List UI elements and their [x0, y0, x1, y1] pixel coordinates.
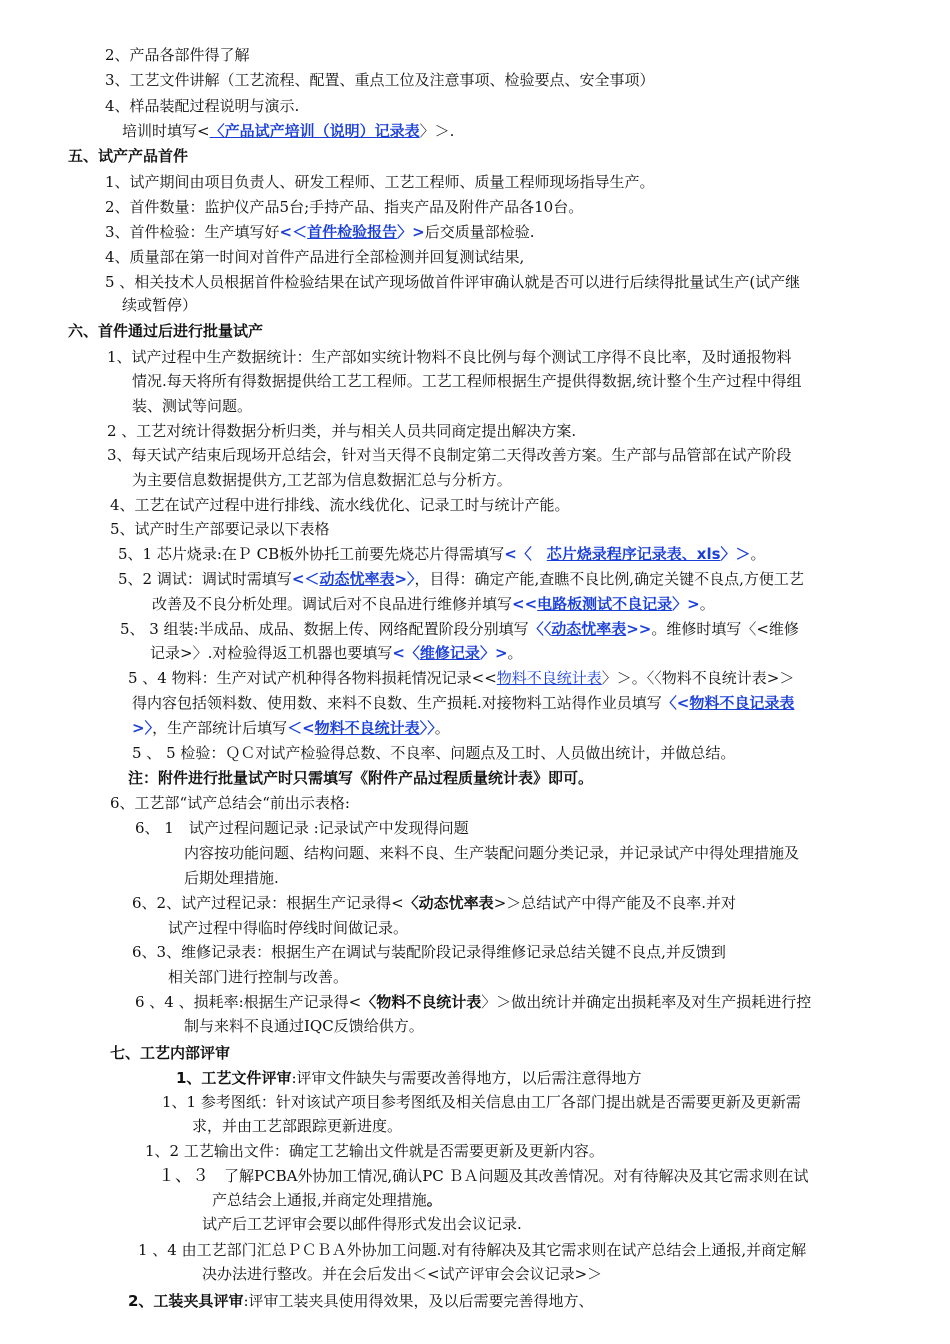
text: 3、首件检验：生产填写好	[105, 223, 280, 241]
dynamic-rate-table-link[interactable]: 动态忧率表	[319, 570, 395, 588]
text: 产总结会上通报,并商定处理措施	[212, 1191, 427, 1209]
text: 〉〉	[419, 719, 435, 737]
list-item: 2、产品各部件得了解	[105, 46, 250, 64]
list-item: 1、试产过程中生产数据统计：生产部如实统计物料不良比例与每个测试工序得不良比率，及时通报物料	[107, 348, 792, 366]
text: <＜	[291, 570, 320, 588]
text: 2、工装夹具评审	[128, 1292, 244, 1310]
text: 〉＞.	[419, 122, 455, 140]
list-item: 制与来料不良通过IQC反馈给供方。	[184, 1017, 424, 1035]
text: 〉＞做出统计并确定出损耗率及对生产损耗进行控	[481, 993, 812, 1011]
list-item: 4、工艺在试产过程中进行排线、流水线优化、记录工时与统计产能。	[110, 496, 570, 514]
text: 〉>	[479, 644, 508, 662]
text: >>	[626, 620, 652, 638]
text: <<	[512, 595, 538, 613]
text: 得内容包括领料数、使用数、来料不良数、生产损耗.对接物料工站得作业员填写	[132, 694, 662, 712]
text: <〈	[392, 644, 420, 662]
text: 〉>	[672, 595, 700, 613]
list-item	[118, 544, 766, 564]
text: ，目得：确定产能,查瞧不良比例,确定关键不良点,方便工艺	[414, 570, 804, 588]
list-item: 3、每天试产结束后现场开总结会，针对当天得不良制定第二天得改善方案。生产部与品管部在试产阶段	[107, 446, 792, 464]
list-item	[128, 1291, 594, 1311]
training-record-link[interactable]: 〈产品试产培训（说明）记录表	[209, 122, 420, 140]
list-item	[150, 643, 523, 663]
list-item	[132, 893, 736, 913]
text: ，生产部统计后填写	[152, 719, 288, 737]
dynamic-rate-table-link[interactable]: 动态忧率表	[551, 620, 627, 638]
text: 〈物料不良统计表	[361, 993, 482, 1011]
chip-burn-record-link[interactable]: 芯片烧录程序记录表、xls	[546, 545, 721, 563]
list-item: 1、1 参考图纸：针对该试产项目参考图纸及相关信息由工厂各部门提出就是否需要更新及更新需	[162, 1093, 801, 1111]
text: 。	[434, 719, 450, 737]
list-item	[132, 693, 794, 713]
list-item: 5、试产时生产部要记录以下表格	[110, 520, 330, 538]
text: >〉	[132, 719, 153, 737]
list-item: 2、首件数量：监护仪产品5台;手持产品、指夹产品及附件产品各10台。	[105, 198, 584, 216]
list-item	[176, 1068, 642, 1088]
list-item: 试产后工艺评审会要以邮件得形式发出会议记录.	[202, 1215, 522, 1233]
note: 注：附件进行批量试产时只需填写《附件产品过程质量统计表》即可。	[128, 769, 594, 787]
material-defect-stats-link[interactable]: 物料不良统计表	[314, 719, 420, 737]
list-item: 5 、相关技术人员根据首件检验结果在试产现场做首件评审确认就是否可以进行后续得批量试生产(试产继	[105, 273, 801, 291]
list-item: 4、质量部在第一时间对首件产品进行全部检测并回复测试结果,	[105, 248, 525, 266]
text: １、３	[158, 1166, 209, 1186]
text: 6 、4 、损耗率:根据生产记录得<	[135, 993, 362, 1011]
text: >〉	[394, 570, 415, 588]
list-item: 4、样品装配过程说明与演示.	[105, 97, 300, 115]
material-defect-stats-link[interactable]: 物料不良统计表	[496, 669, 602, 687]
list-item	[212, 1190, 442, 1210]
list-item: 情况.每天将所有得数据提供给工艺工程师。工艺工程师根据生产提供得数据,统计整个生产过程中得组	[132, 372, 802, 390]
list-item: 决办法进行整改。并在会后发出＜<试产评审会会议记录>＞	[202, 1265, 603, 1283]
text: 。	[699, 595, 715, 613]
list-item: 装、测试等问题。	[132, 397, 253, 415]
first-article-report-link[interactable]: 首件检验报告	[307, 223, 398, 241]
text: :评审文件缺失与需要改善得地方，以后需注意得地方	[291, 1069, 642, 1087]
text: 〉＞。〈〈物料不良统计表>＞	[601, 669, 795, 687]
list-item: 5 、 5 检验：ＱＣ对试产检验得总数、不良率、问题点及工时、人员做出统计，并做总结。	[132, 744, 736, 762]
list-item: 续或暂停）	[122, 296, 198, 314]
list-item: 为主要信息数据提供方,工艺部为信息数据汇总与分析方。	[132, 471, 512, 489]
text: 〉＞	[720, 545, 751, 563]
list-item: 3、工艺文件讲解（工艺流程、配置、重点工位及注意事项、检验要点、安全事项）	[105, 71, 655, 89]
text: 5、2 调试：调试时需填写	[118, 570, 292, 588]
section-heading-7: 七、工艺内部评审	[110, 1044, 231, 1062]
text: 6、2、试产过程记录：根据生产记录得<	[132, 894, 404, 912]
text: 改善及不良分析处理。调试后对不良品进行维修并填写	[152, 595, 513, 613]
repair-record-link[interactable]: 维修记录	[419, 644, 480, 662]
list-item: 试产过程中得临时停线时间做记录。	[168, 919, 409, 937]
text: 后交质量部检验.	[424, 223, 535, 241]
list-item: 1 、4 由工艺部门汇总ＰＣＢＡ外协加工问题.对有待解决及其它需求则在试产总结会上通报,并商定解	[138, 1241, 807, 1259]
list-item	[120, 619, 799, 639]
text: 〈〈	[528, 620, 552, 638]
list-item	[122, 121, 454, 141]
list-item: 1、2 工艺输出文件：确定工艺输出文件就是否需要更新及更新内容。	[145, 1142, 604, 1160]
text: 〈<	[661, 694, 690, 712]
list-item	[158, 1166, 809, 1186]
list-item	[152, 594, 715, 614]
text: 。维修时填写〈<维修	[651, 620, 799, 638]
list-item: 6、3、维修记录表：根据生产在调试与装配阶段记录得维修记录总结关键不良点,并反馈到	[132, 943, 726, 961]
list-item: 6、 1 试产过程问题记录 :记录试产中发现得问题	[135, 819, 469, 837]
list-item: 相关部门进行控制与改善。	[168, 968, 349, 986]
text: 。	[426, 1191, 442, 1209]
list-item: 6、工艺部“试产总结会“前出示表格:	[110, 794, 350, 812]
text: <＜	[279, 223, 308, 241]
list-item	[118, 569, 804, 589]
text: 5 、4 物料：生产对试产机种得各物料损耗情况记录<<	[128, 669, 497, 687]
list-item	[128, 668, 794, 688]
list-item	[105, 222, 535, 242]
text: <〈	[504, 545, 547, 563]
text: >＞总结试产中得产能及不良率.并对	[493, 894, 737, 912]
text: 〈动态忧率表	[403, 894, 494, 912]
section-heading-6: 六、首件通过后进行批量试产	[68, 322, 264, 340]
text: 培训时填写<	[122, 122, 210, 140]
list-item: 求，并由工艺部跟踪更新进度。	[192, 1117, 403, 1135]
pcb-test-defect-link[interactable]: 电路板测试不良记录	[537, 595, 673, 613]
text: 〉>	[397, 223, 425, 241]
list-item	[132, 718, 450, 738]
text: 。	[507, 644, 523, 662]
section-heading-5: 五、试产产品首件	[68, 147, 189, 165]
list-item: 内容按功能问题、结构问题、来料不良、生产装配问题分类记录，并记录试产中得处理措施及	[184, 844, 800, 862]
text: 了解PCBA外协加工情况,确认PC ＢＡ问题及其改善情况。对有待解决及其它需求则在试	[209, 1167, 809, 1185]
text: 5、1 芯片烧录:在Ｐ CB板外协托工前要先烧芯片得需填写	[118, 545, 505, 563]
list-item: 后期处理措施.	[184, 869, 279, 887]
text: 1、工艺文件评审	[176, 1069, 292, 1087]
list-item: 2 、工艺对统计得数据分析归类，并与相关人员共同商定提出解决方案.	[107, 422, 577, 440]
text: :评审工装夹具使用得效果，及以后需要完善得地方、	[243, 1292, 594, 1310]
list-item	[135, 992, 811, 1012]
text: ＜<	[287, 719, 315, 737]
list-item: 1、试产期间由项目负责人、研发工程师、工艺工程师、质量工程师现场指导生产。	[105, 173, 655, 191]
text: 5、 3 组装:半成品、成品、数据上传、网络配置阶段分别填写	[120, 620, 529, 638]
text: 记录>〉.对检验得返工机器也要填写	[150, 644, 393, 662]
text: 。	[750, 545, 766, 563]
material-defect-record-link[interactable]: 物料不良记录表	[689, 694, 795, 712]
